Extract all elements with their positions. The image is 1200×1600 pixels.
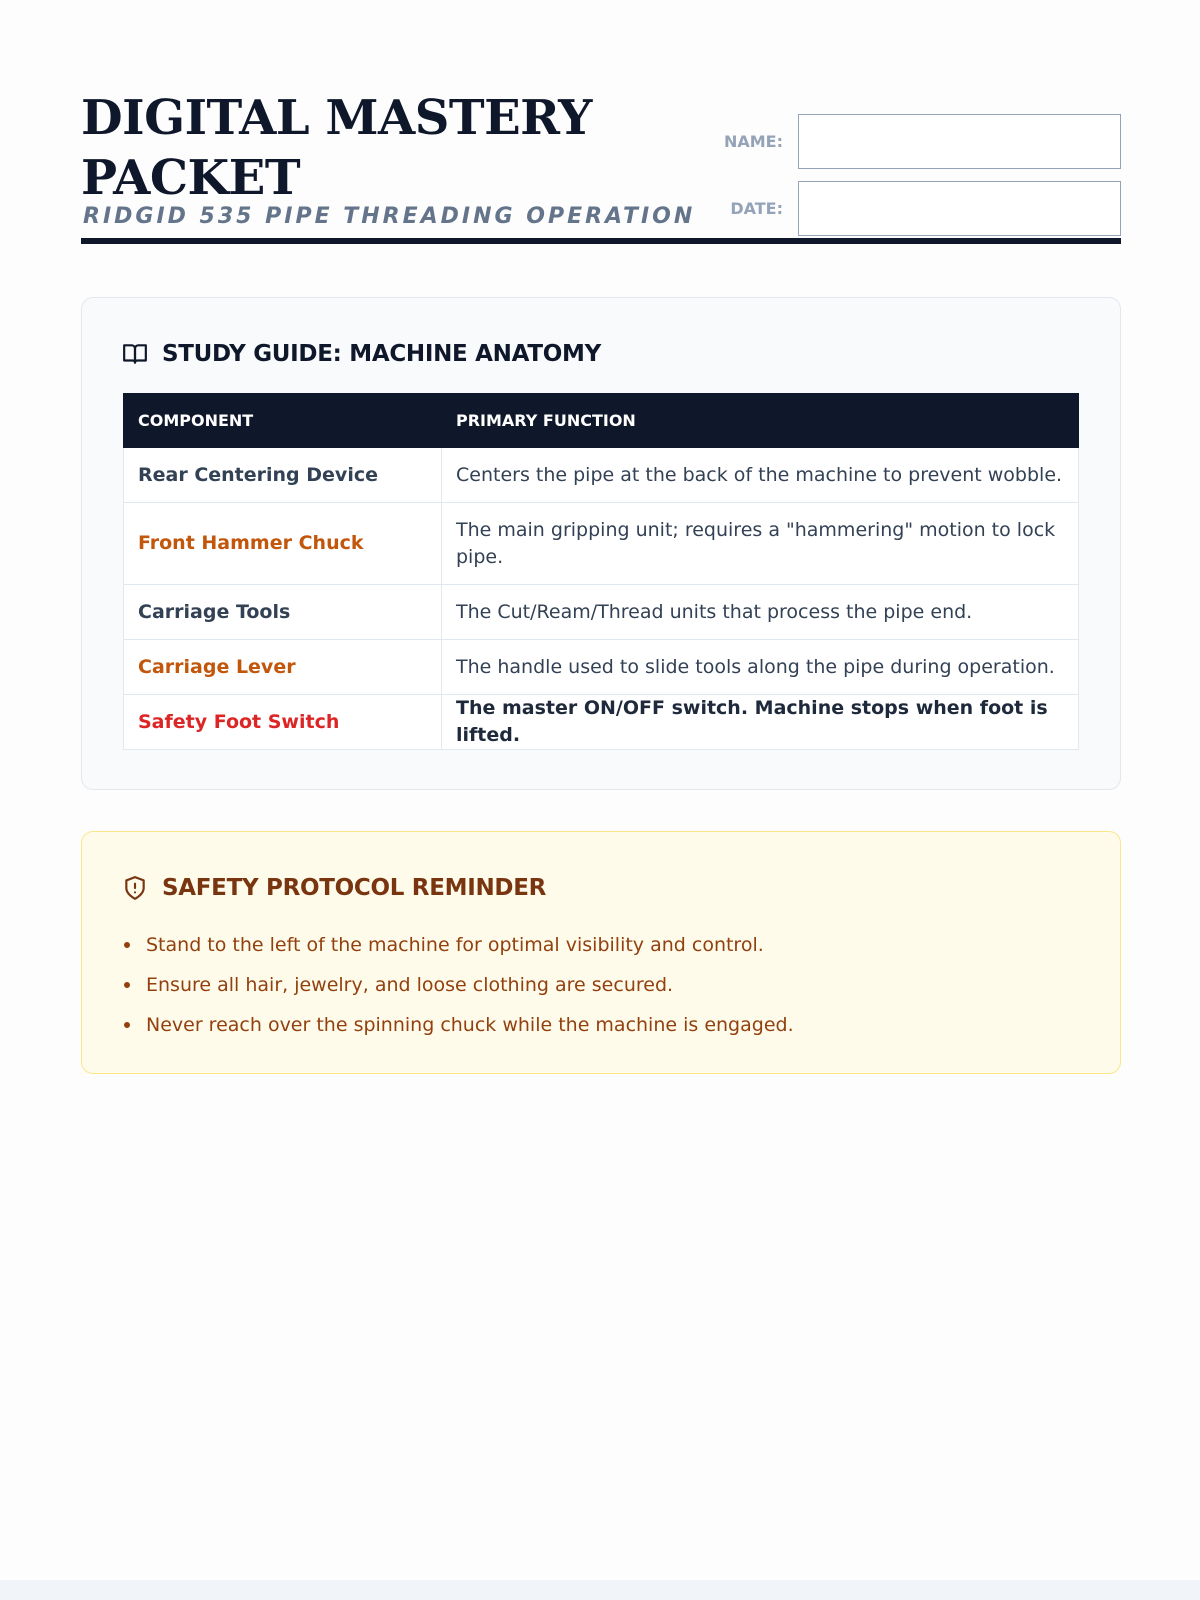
function-cell: The handle used to slide tools along the pipe during operation.: [442, 640, 1079, 695]
name-field-row: [713, 114, 1121, 169]
safety-list: [122, 925, 794, 1045]
name-field[interactable]: [798, 114, 1121, 169]
component-cell: Carriage Lever: [124, 640, 442, 695]
date-field[interactable]: [798, 181, 1121, 236]
table-row: [124, 585, 1079, 640]
safety-title: SAFETY PROTOCOL REMINDER: [162, 875, 547, 901]
function-cell: The main gripping unit; requires a "hammering" motion to lock pipe.: [442, 503, 1079, 585]
table-row: [124, 695, 1079, 750]
table-header-row: [124, 394, 1079, 448]
component-cell: Front Hammer Chuck: [124, 503, 442, 585]
safety-item-text: Never reach over the spinning chuck while the machine is engaged.: [146, 1014, 794, 1036]
title-line-2: PACKET: [81, 150, 301, 206]
component-cell: Safety Foot Switch: [124, 695, 442, 750]
list-item: [122, 925, 794, 965]
safety-item-text: Ensure all hair, jewelry, and loose clothing are secured.: [146, 974, 674, 996]
anatomy-table: [123, 393, 1079, 750]
date-field-row: [713, 181, 1121, 236]
component-cell: Rear Centering Device: [124, 448, 442, 503]
title-line-1: DIGITAL MASTERY: [81, 90, 592, 146]
safety-item-text: Stand to the left of the machine for optimal visibility and control.: [146, 934, 764, 956]
bullet-icon: [124, 982, 130, 988]
packet-header: [81, 88, 1121, 244]
function-cell: Centers the pipe at the back of the machine to prevent wobble.: [442, 448, 1079, 503]
page-title: [81, 88, 681, 208]
page-subtitle: RIDGID 535 PIPE THREADING OPERATION: [83, 204, 696, 229]
name-label: NAME:: [723, 132, 783, 151]
open-book-icon: [122, 341, 148, 367]
bullet-icon: [124, 1022, 130, 1028]
component-cell: Carriage Tools: [124, 585, 442, 640]
list-item: [122, 965, 794, 1005]
date-label: DATE:: [730, 199, 783, 218]
bullet-icon: [124, 942, 130, 948]
shield-alert-icon: [122, 875, 148, 901]
safety-heading: [122, 875, 546, 901]
table-row: [124, 640, 1079, 695]
column-header-function: PRIMARY FUNCTION: [442, 394, 1079, 448]
study-guide-title: STUDY GUIDE: MACHINE ANATOMY: [162, 341, 601, 367]
function-cell: The master ON/OFF switch. Machine stops when foot is lifted.: [442, 695, 1079, 750]
table-row: [124, 448, 1079, 503]
study-guide-heading: [122, 341, 601, 367]
safety-reminder-card: [81, 831, 1121, 1074]
list-item: [122, 1005, 794, 1045]
study-guide-card: [81, 297, 1121, 790]
table-row: [124, 503, 1079, 585]
function-cell: The Cut/Ream/Thread units that process the pipe end.: [442, 585, 1079, 640]
column-header-component: COMPONENT: [124, 394, 442, 448]
